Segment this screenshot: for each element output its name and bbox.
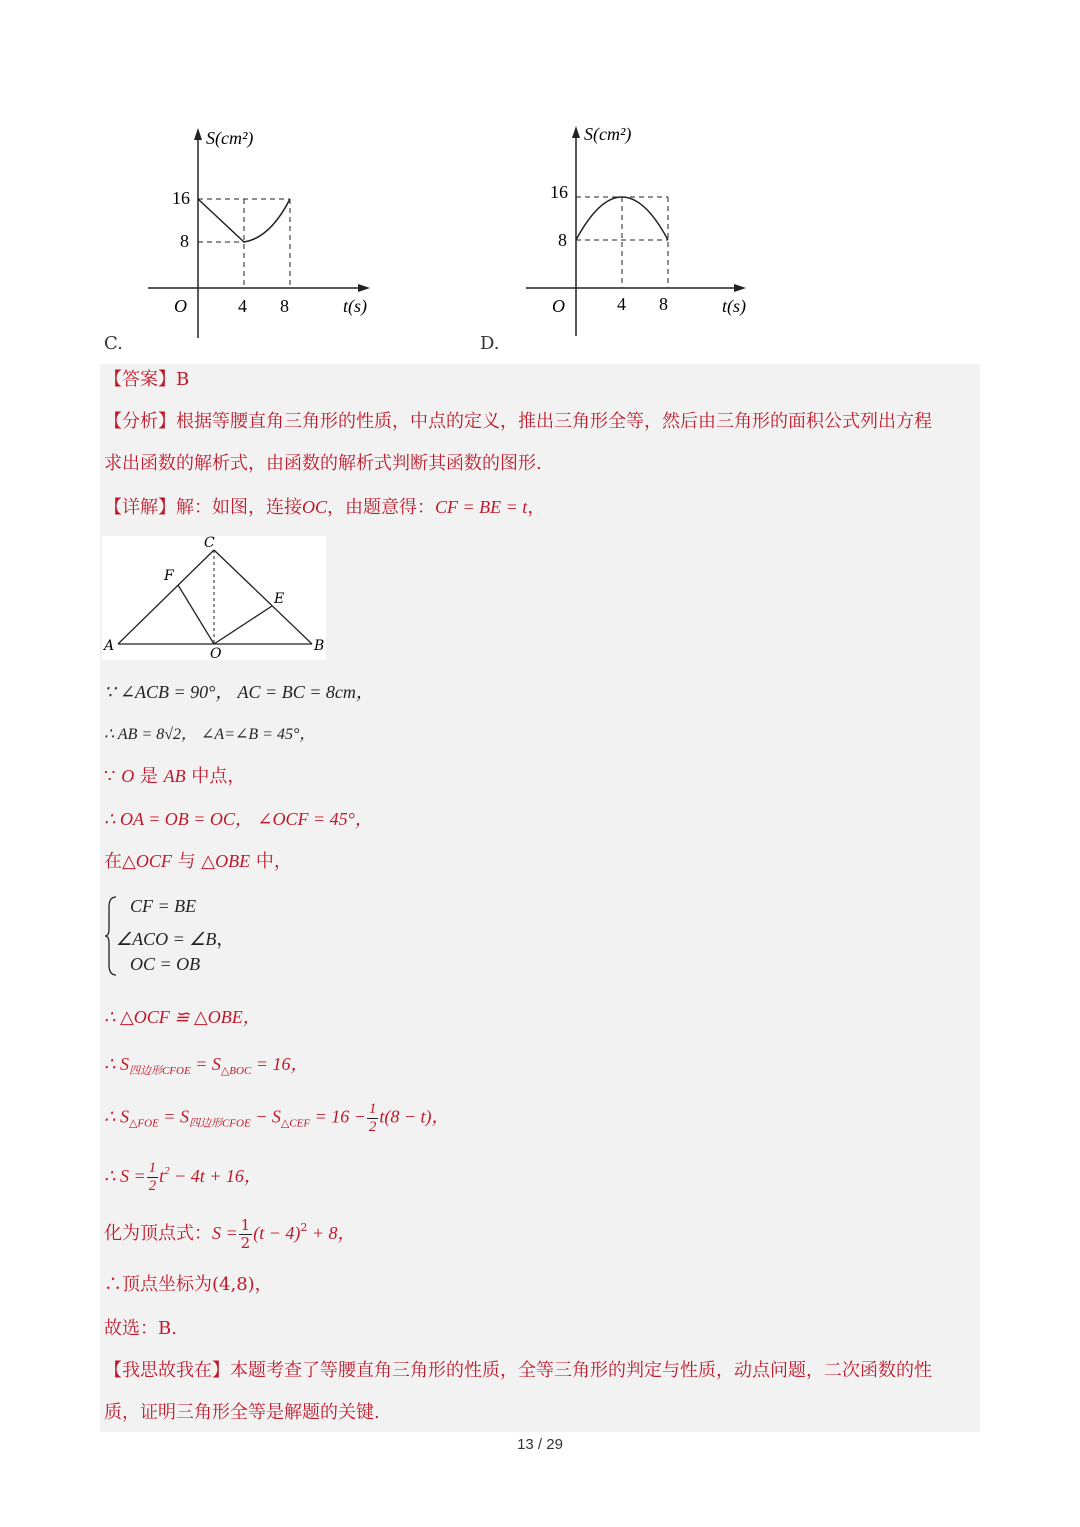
step-9 (104, 1159, 262, 1195)
step-9-fraction (147, 1160, 159, 1195)
x-axis-arrow (734, 284, 746, 292)
label-a: A (104, 638, 115, 654)
label-e: E (274, 591, 285, 607)
step-5-t2: △OBE (201, 851, 251, 871)
step-7-mid: = S (190, 1054, 221, 1074)
step-10-num: 1 (240, 1215, 251, 1234)
tick-x4: 4 (238, 296, 247, 316)
step-9-den: 2 (148, 1178, 157, 1195)
step-3 (104, 764, 245, 789)
step-5-t1: △OCF (122, 851, 172, 871)
reflection-line-2: 质，证明三角形全等是解题的关键. (104, 1402, 380, 1423)
step-10-mid: (t − 4) (253, 1223, 301, 1243)
step-9-post: − 4t + 16， (169, 1166, 262, 1186)
step-10-post: + 8， (307, 1223, 356, 1243)
step-5 (104, 849, 292, 874)
step-8-den: 2 (368, 1119, 377, 1135)
analysis-line-1 (104, 410, 932, 434)
tick-x8: 8 (659, 294, 668, 314)
option-c-label: C. (104, 333, 123, 354)
y-axis-arrow (572, 126, 580, 138)
step-7-sub2: △BOC (220, 1065, 252, 1077)
step-10-fraction (239, 1217, 253, 1252)
step-7-sub1: 四边形CFOE (128, 1065, 191, 1077)
step-9-num: 1 (148, 1160, 157, 1177)
step-8-post: t(8 − t)， (379, 1106, 450, 1127)
analysis-text-1: 根据等腰直角三角形的性质，中点的定义，推出三角形全等，然后由三角形的面积公式列出方程 (176, 411, 932, 432)
label-o: O (210, 646, 222, 660)
step-7-pre: ∴ S (104, 1054, 129, 1074)
analysis-line-2 (104, 452, 542, 476)
step-5-pre: 在 (104, 851, 122, 872)
step-6: ∴ △OCF ≌ △OBE， (104, 1007, 261, 1027)
step-12: 故选：B. (104, 1318, 177, 1339)
side-bc (214, 550, 312, 644)
step-8-sub1: △FOE (128, 1117, 159, 1130)
step-3-pre: ∵ (104, 766, 122, 787)
step-11 (104, 1273, 273, 1297)
tick-16: 16 (172, 188, 190, 208)
x-axis-arrow (358, 284, 370, 292)
step-11-val: (4,8) (212, 1274, 255, 1295)
label-f: F (164, 568, 174, 584)
graph-d (518, 118, 758, 338)
step-8-c: = 16 − (310, 1106, 366, 1127)
tick-16: 16 (550, 182, 568, 202)
step-8-a: = S (158, 1106, 189, 1127)
system-eq-2-text: ∠ACO = ∠B (116, 929, 217, 949)
detail-line (104, 495, 545, 520)
solution-panel (100, 364, 980, 1432)
step-9-t: t (159, 1166, 165, 1186)
step-3-ab: AB (163, 766, 186, 786)
segment-of (178, 585, 214, 644)
step-4: ∴ OA = OB = OC， ∠OCF = 45°， (104, 809, 373, 829)
label-c: C (204, 536, 215, 551)
step-8-num: 1 (368, 1101, 377, 1117)
system-eq-2 (116, 925, 234, 951)
answer-value: B (176, 369, 190, 390)
x-label: t(s) (722, 296, 746, 316)
step-8-b: − S (250, 1106, 281, 1127)
detail-sep: ，由题意得： (327, 497, 436, 518)
step-8-sub3: △CEF (280, 1117, 311, 1130)
step-8-sub2: 四边形CFOE (188, 1117, 251, 1130)
step-11-post: ， (254, 1274, 273, 1295)
origin: O (174, 296, 187, 316)
tick-x4: 4 (617, 294, 626, 314)
detail-oc: OC (302, 497, 328, 517)
triangle-figure (102, 536, 326, 660)
graph-d-svg (518, 118, 758, 338)
step-9-sup: 2 (164, 1165, 170, 1177)
triangle-svg (102, 536, 326, 660)
y-label: S(cm²) (206, 128, 254, 148)
step-5-mid: 与 (171, 851, 202, 872)
label-b: B (314, 638, 325, 654)
detail-eq: CF = BE = t (435, 497, 528, 517)
step-5-post: 中， (250, 851, 292, 872)
analysis-text-2: 求出函数的解析式，由函数的解析式判断其函数的图形. (104, 453, 542, 474)
graph-c-svg (140, 120, 380, 340)
tick-x8: 8 (280, 296, 289, 316)
step-3-post: 中点， (185, 766, 246, 787)
step-2: ∴ AB = 8√2， ∠A=∠B = 45°， (104, 726, 316, 743)
step-10-sup: 2 (300, 1221, 308, 1234)
step-11-pre: ∴顶点坐标为 (104, 1274, 212, 1295)
step-1: ∵ ∠ACB = 90°， AC = BC = 8cm， (104, 682, 374, 702)
step-3-mid: 是 (134, 766, 164, 787)
step-10 (104, 1216, 356, 1252)
step-3-o: O (121, 766, 135, 786)
step-8-fraction (367, 1101, 379, 1136)
graph-c (140, 120, 380, 340)
analysis-tag: 【分析】 (104, 411, 176, 432)
tick-8: 8 (180, 231, 189, 251)
reflection-tag: 【我思故我在】 (104, 1360, 230, 1381)
system-eq-1: CF = BE (130, 896, 197, 916)
detail-intro: 解：如图，连接 (176, 497, 302, 518)
step-7 (104, 1052, 308, 1083)
option-d-label: D. (480, 333, 500, 354)
detail-tag: 【详解】 (104, 497, 176, 518)
step-8-pre: ∴ S (104, 1106, 129, 1127)
answer-line (104, 368, 189, 392)
step-7-post: = 16， (251, 1054, 309, 1074)
x-label: t(s) (343, 296, 367, 316)
step-10-den: 2 (240, 1233, 251, 1252)
reflection-text-1: 本题考查了等腰直角三角形的性质，全等三角形的判定与性质，动点问题，二次函数的性 (230, 1360, 932, 1381)
page-number: 13 / 29 (517, 1436, 563, 1453)
step-10-pre: 化为顶点式： (104, 1223, 212, 1244)
tick-8: 8 (558, 230, 567, 250)
y-label: S(cm²) (584, 124, 632, 144)
segment-oe (214, 606, 272, 644)
system-eq-3: OC = OB (130, 954, 201, 974)
step-9-pre: ∴ S = (104, 1166, 146, 1186)
reflection-line-1 (104, 1359, 932, 1383)
side-ac (118, 550, 214, 644)
answer-tag: 【答案】 (104, 369, 176, 390)
system-eq-2-comma: ， (216, 929, 235, 949)
step-8 (104, 1101, 450, 1136)
detail-comma: ， (527, 497, 546, 518)
origin: O (552, 296, 565, 316)
step-10-s: S = (212, 1223, 238, 1243)
y-axis-arrow (194, 128, 202, 140)
